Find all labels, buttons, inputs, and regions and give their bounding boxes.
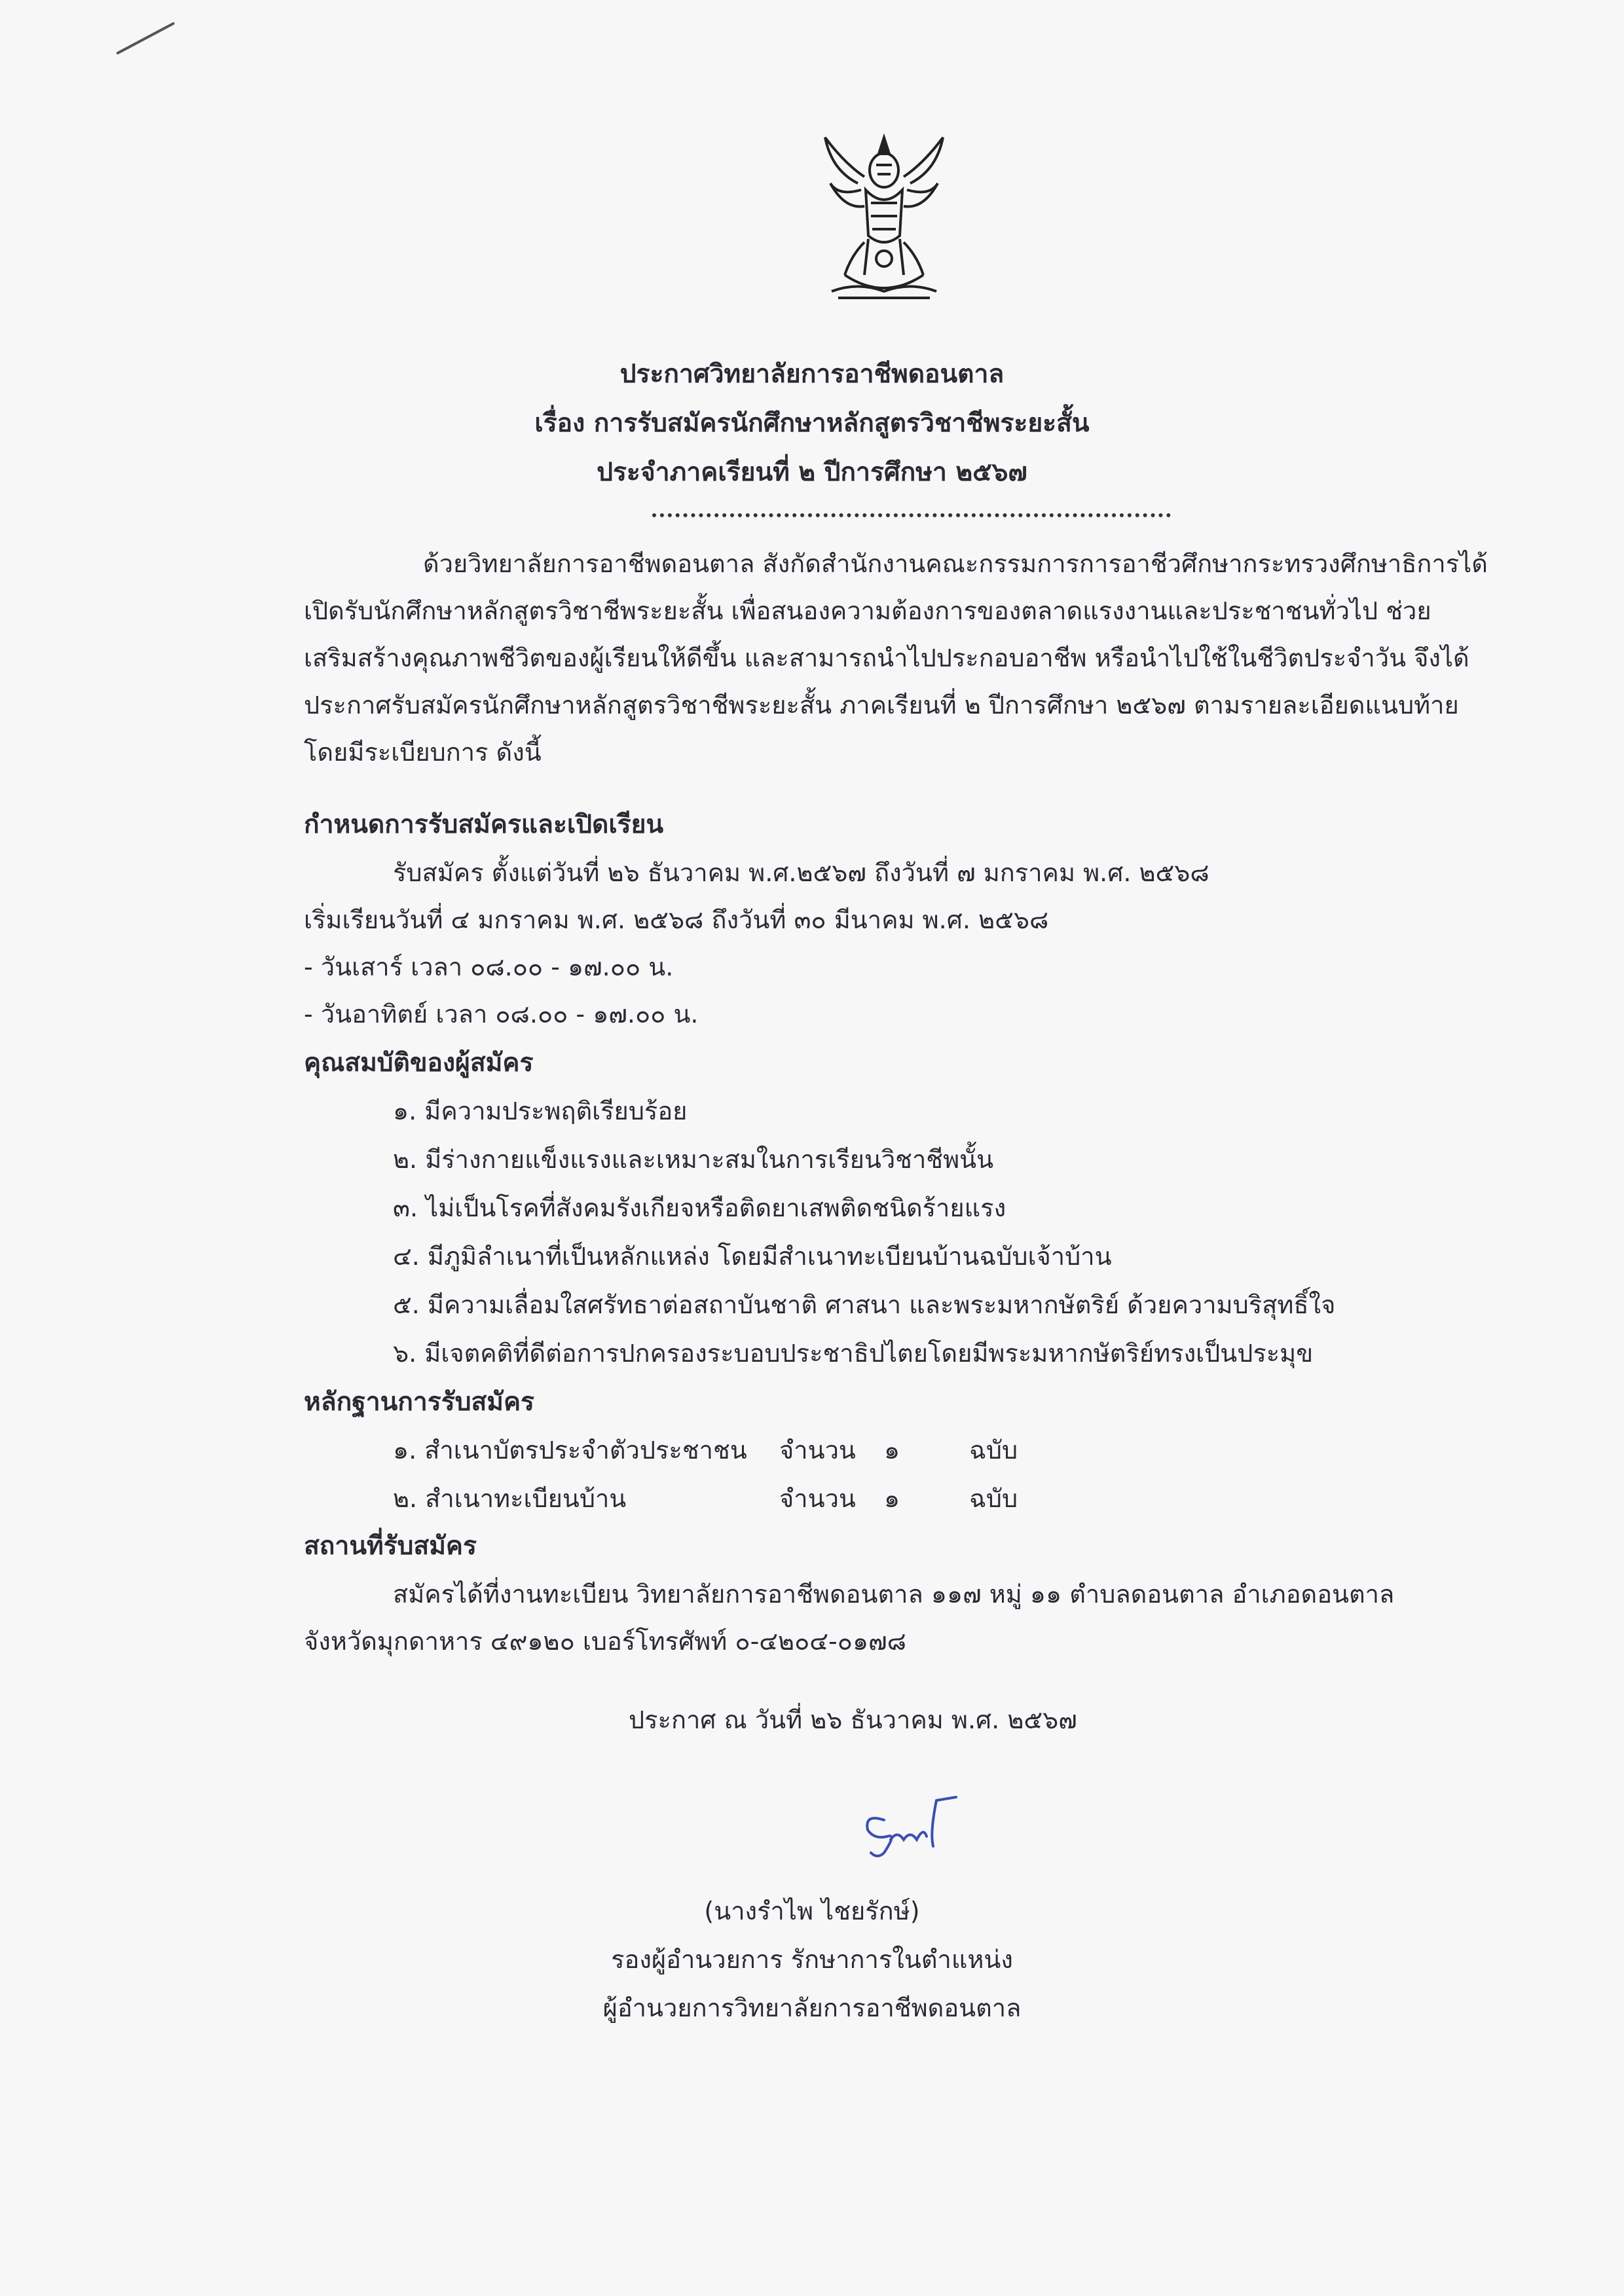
schedule-line: - วันเสาร์ เวลา ๐๘.๐๐ - ๑๗.๐๐ น.	[304, 953, 674, 981]
document-qty: ๑	[884, 1484, 900, 1513]
announcement-term: ประจำภาคเรียนที่ ๒ ปีการศึกษา ๒๕๖๗	[597, 458, 1027, 487]
signature-icon	[858, 1794, 963, 1866]
signatory-position: รองผู้อำนวยการ รักษาการในตำแหน่ง	[611, 1945, 1013, 1974]
location-line: สมัครได้ที่งานทะเบียน วิทยาลัยการอาชีพดอนตาล ๑๑๗ หมู่ ๑๑ ตำบลดอนตาล อำเภอดอนตาล	[393, 1580, 1395, 1609]
document-unit: ฉบับ	[969, 1484, 1018, 1513]
qualification-item: ๓. ไม่เป็นโรคที่สังคมรังเกียจหรือติดยาเสพติดชนิดร้ายแรง	[393, 1194, 1006, 1222]
qualification-item: ๔. มีภูมิลำเนาที่เป็นหลักแหล่ง โดยมีสำเนาทะเบียนบ้านฉบับเจ้าบ้าน	[393, 1242, 1112, 1271]
intro-line-5: โดยมีระเบียบการ ดังนี้	[304, 738, 542, 767]
document-qty-label: จำนวน	[779, 1436, 856, 1465]
announcement-title: ประกาศวิทยาลัยการอาชีพดอนตาล	[619, 359, 1005, 389]
documents-heading: หลักฐานการรับสมัคร	[304, 1387, 535, 1417]
garuda-emblem-icon	[819, 124, 950, 321]
schedule-line: รับสมัคร ตั้งแต่วันที่ ๒๖ ธันวาคม พ.ศ.๒๕๖๗ ถึงวันที่ ๗ มกราคม พ.ศ. ๒๕๖๘	[393, 858, 1209, 887]
document-qty-label: จำนวน	[779, 1484, 856, 1513]
document-qty: ๑	[884, 1436, 900, 1465]
schedule-line: เริ่มเรียนวันที่ ๔ มกราคม พ.ศ. ๒๕๖๘ ถึงวันที่ ๓๐ มีนาคม พ.ศ. ๒๕๖๘	[304, 905, 1049, 934]
document-name: ๑. สำเนาบัตรประจำตัวประชาชน	[393, 1436, 747, 1465]
announcement-subject: เรื่อง การรับสมัครนักศึกษาหลักสูตรวิชาชีพระยะสั้น	[534, 409, 1090, 438]
intro-line-1: ด้วยวิทยาลัยการอาชีพดอนตาล สังกัดสำนักงานคณะกรรมการการอาชีวศึกษากระทรวงศึกษาธิการได้	[423, 549, 1488, 578]
qualifications-heading: คุณสมบัติของผู้สมัคร	[304, 1048, 534, 1078]
document-name: ๒. สำเนาทะเบียนบ้าน	[393, 1484, 627, 1513]
qualification-item: ๑. มีความประพฤติเรียบร้อย	[393, 1097, 688, 1125]
announcement-date: ประกาศ ณ วันที่ ๒๖ ธันวาคม พ.ศ. ๒๕๖๗	[629, 1705, 1077, 1734]
document-unit: ฉบับ	[969, 1436, 1018, 1465]
qualification-item: ๖. มีเจตคติที่ดีต่อการปกครองระบอบประชาธิปไตยโดยมีพระมหากษัตริย์ทรงเป็นประมุข	[393, 1339, 1314, 1368]
intro-line-2: เปิดรับนักศึกษาหลักสูตรวิชาชีพระยะสั้น เพื่อสนองความต้องการของตลาดแรงงานและประชาชนทั่วไป ช่วย	[304, 596, 1431, 625]
intro-line-4: ประกาศรับสมัครนักศึกษาหลักสูตรวิชาชีพระยะสั้น ภาคเรียนที่ ๒ ปีการศึกษา ๒๕๖๗ ตามรายละเอียดแนบท้าย	[304, 691, 1459, 720]
location-heading: สถานที่รับสมัคร	[304, 1531, 477, 1561]
schedule-line: - วันอาทิตย์ เวลา ๐๘.๐๐ - ๑๗.๐๐ น.	[304, 1000, 699, 1029]
qualification-item: ๒. มีร่างกายแข็งแรงและเหมาะสมในการเรียนวิชาชีพนั้น	[393, 1145, 994, 1174]
intro-line-3: เสริมสร้างคุณภาพชีวิตของผู้เรียนให้ดีขึ้น และสามารถนำไปประกอบอาชีพ หรือนำไปใช้ในชีวิตประจำวัน จึงได้	[304, 644, 1469, 672]
location-line: จังหวัดมุกดาหาร ๔๙๑๒๐ เบอร์โทรศัพท์ ๐-๔๒๐๔-๐๑๗๘	[304, 1627, 906, 1656]
signatory-name: (นางรำไพ ไชยรักษ์)	[704, 1897, 920, 1925]
signatory-position: ผู้อำนวยการวิทยาลัยการอาชีพดอนตาล	[602, 1994, 1022, 2022]
schedule-heading: กำหนดการรับสมัครและเปิดเรียน	[304, 810, 664, 839]
dotted-divider	[652, 513, 1171, 517]
scan-mark	[116, 22, 175, 54]
qualification-item: ๕. มีความเลื่อมใสศรัทธาต่อสถาบันชาติ ศาสนา และพระมหากษัตริย์ ด้วยความบริสุทธิ์ใจ	[393, 1290, 1336, 1319]
